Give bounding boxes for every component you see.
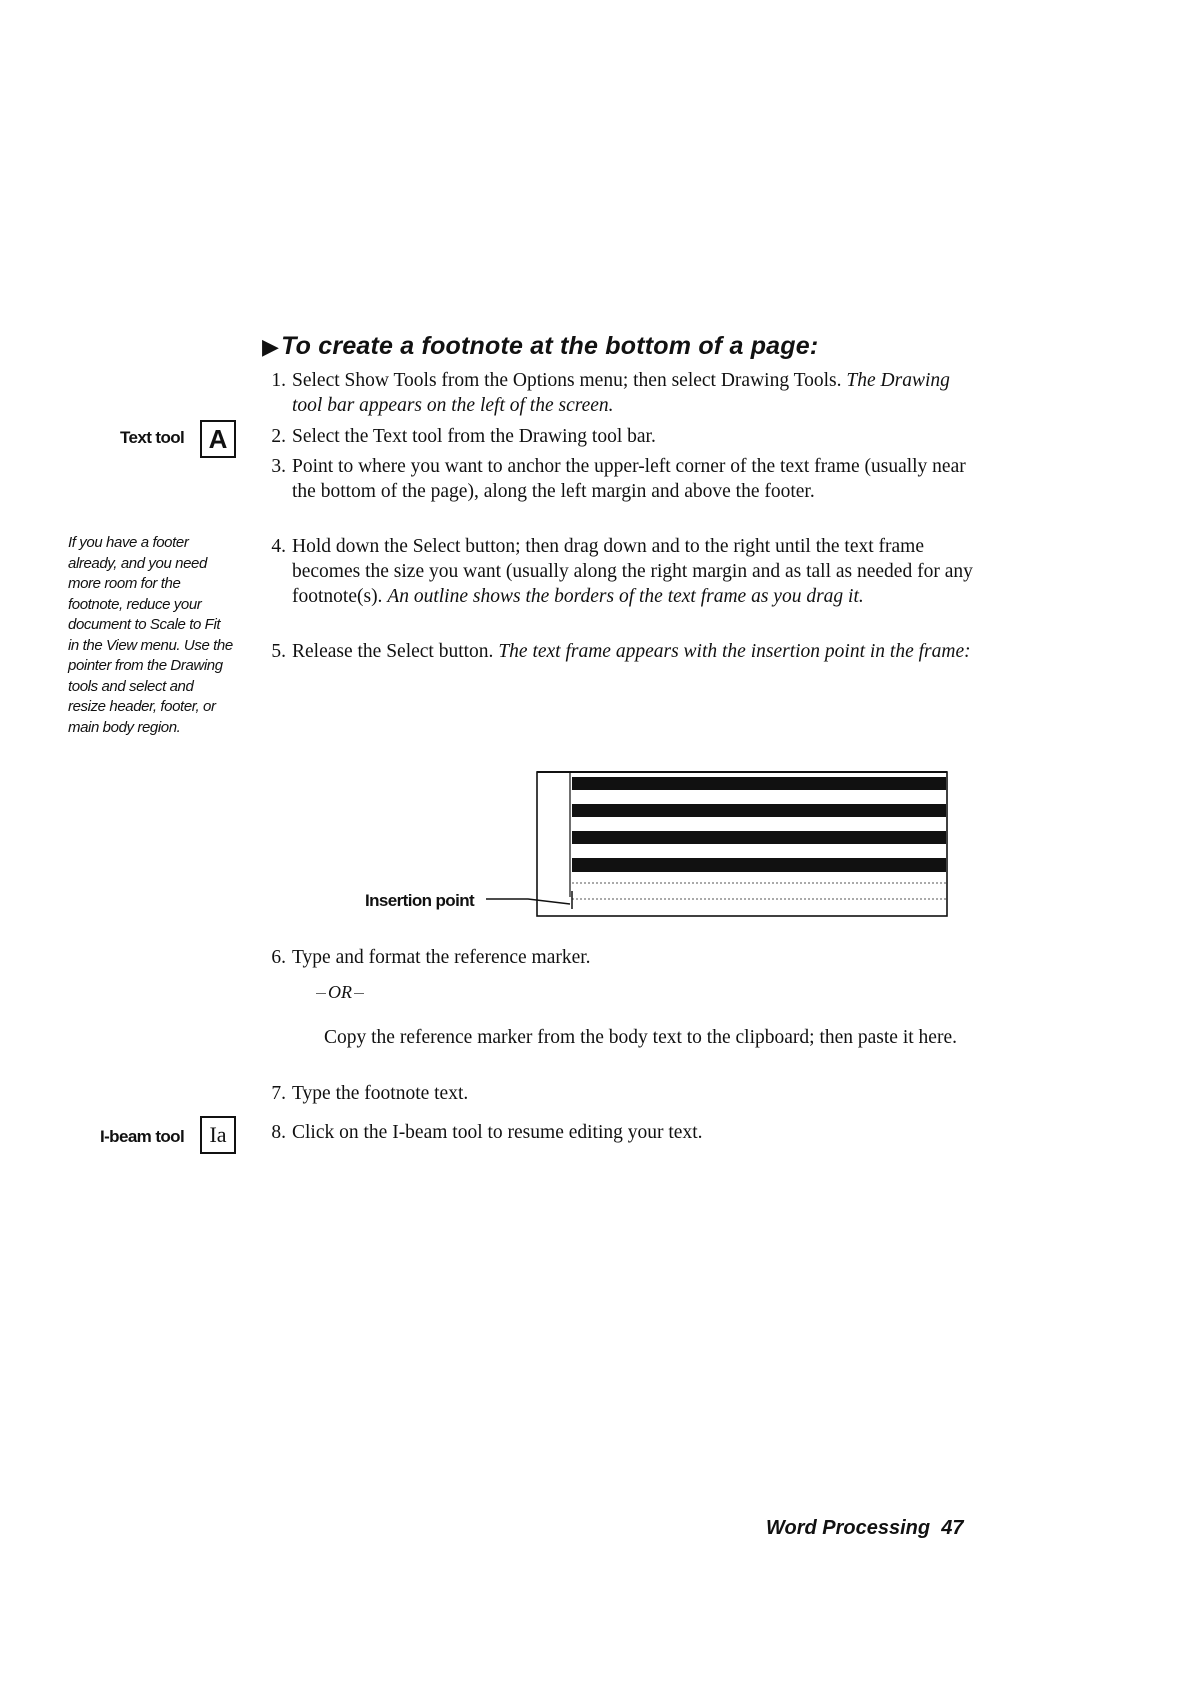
text-tool-icon xyxy=(200,420,236,458)
step-number: 6. xyxy=(271,947,286,968)
step-note: An outline shows the borders of the text frame as you drag it. xyxy=(387,586,864,607)
page-number: 47 xyxy=(941,1517,964,1539)
tip-line: resize header, footer, or xyxy=(68,698,216,715)
tip-line: footnote, reduce your xyxy=(68,595,202,613)
step-3 xyxy=(271,454,982,504)
text-tool-glyph: A xyxy=(208,424,228,454)
step-note: The Drawing tool bar appears on the left of the screen. xyxy=(292,370,950,416)
step-7 xyxy=(271,1081,982,1106)
step-text: Point to where you want to anchor the upper-left corner of the text frame (usually near the bottom of the page), along the left margin and above the footer. xyxy=(292,456,966,502)
step-text: Select Show Tools from the Options menu; then select Drawing Tools. xyxy=(292,370,842,391)
or-label xyxy=(316,982,364,1003)
step-number: 7. xyxy=(271,1083,286,1104)
tip-line: pointer from the Drawing xyxy=(68,657,223,674)
alternative-step-text: Copy the reference marker from the body text to the clipboard; then paste it here. xyxy=(324,1027,957,1048)
step-text: Hold down the Select button; then drag down and to the right until the text frame becomes the size you want (usually along the right margin and as tall as needed for any footnote(s). xyxy=(292,536,973,607)
ibeam-tool-icon xyxy=(200,1116,236,1154)
step-1 xyxy=(271,368,982,418)
step-note: The text frame appears with the insertion point in the frame: xyxy=(498,641,971,662)
step-text: Click on the I-beam tool to resume editing your text. xyxy=(292,1122,703,1143)
tip-line: If you have a footer xyxy=(68,534,189,551)
tip-line: tools and select and xyxy=(68,677,194,695)
tip-line: already, and you need xyxy=(68,554,207,572)
tip-line: in the View menu. Use the xyxy=(68,636,233,654)
step-text: Select the Text tool from the Drawing tool bar. xyxy=(292,426,656,447)
text-frame-diagram xyxy=(360,765,960,925)
or-left-rule xyxy=(316,993,326,994)
insertion-leader-line xyxy=(486,899,570,904)
step-number: 3. xyxy=(271,456,286,477)
ibeam-tool-label: I-beam tool xyxy=(100,1127,185,1146)
step-number: 1. xyxy=(271,370,286,391)
step-number: 5. xyxy=(271,641,286,662)
or-text: OR xyxy=(328,982,352,1002)
footer-section: Word Processing xyxy=(766,1517,931,1539)
heading-text: To create a footnote at the bottom of a page: xyxy=(281,332,819,360)
ibeam-tool-glyph: Ia xyxy=(209,1122,227,1147)
tip-line: document to Scale to Fit xyxy=(68,616,221,633)
step-8 xyxy=(271,1120,982,1145)
text-bar xyxy=(572,831,946,844)
margin-tip xyxy=(68,533,290,738)
step-number: 8. xyxy=(271,1122,286,1143)
step-number: 2. xyxy=(271,426,286,447)
step-text: Release the Select button. xyxy=(292,641,494,662)
step-4 xyxy=(271,534,982,609)
section-heading xyxy=(262,332,818,361)
text-bar xyxy=(572,858,946,872)
tip-line: more room for the xyxy=(68,575,181,592)
insertion-point-label: Insertion point xyxy=(365,891,475,910)
text-bar xyxy=(572,777,946,790)
step-5 xyxy=(271,639,982,664)
or-right-rule xyxy=(354,993,364,994)
step-6 xyxy=(271,945,982,970)
tip-line: main body region. xyxy=(68,718,181,736)
heading-arrow-icon: ▶ xyxy=(262,334,280,359)
step-text: Type the footnote text. xyxy=(292,1083,469,1104)
step-2 xyxy=(271,424,982,449)
step-number: 4. xyxy=(271,536,286,557)
step-text: Type and format the reference marker. xyxy=(292,947,591,968)
text-tool-label: Text tool xyxy=(120,428,185,447)
page-footer xyxy=(766,1517,964,1540)
text-bar xyxy=(572,804,946,817)
